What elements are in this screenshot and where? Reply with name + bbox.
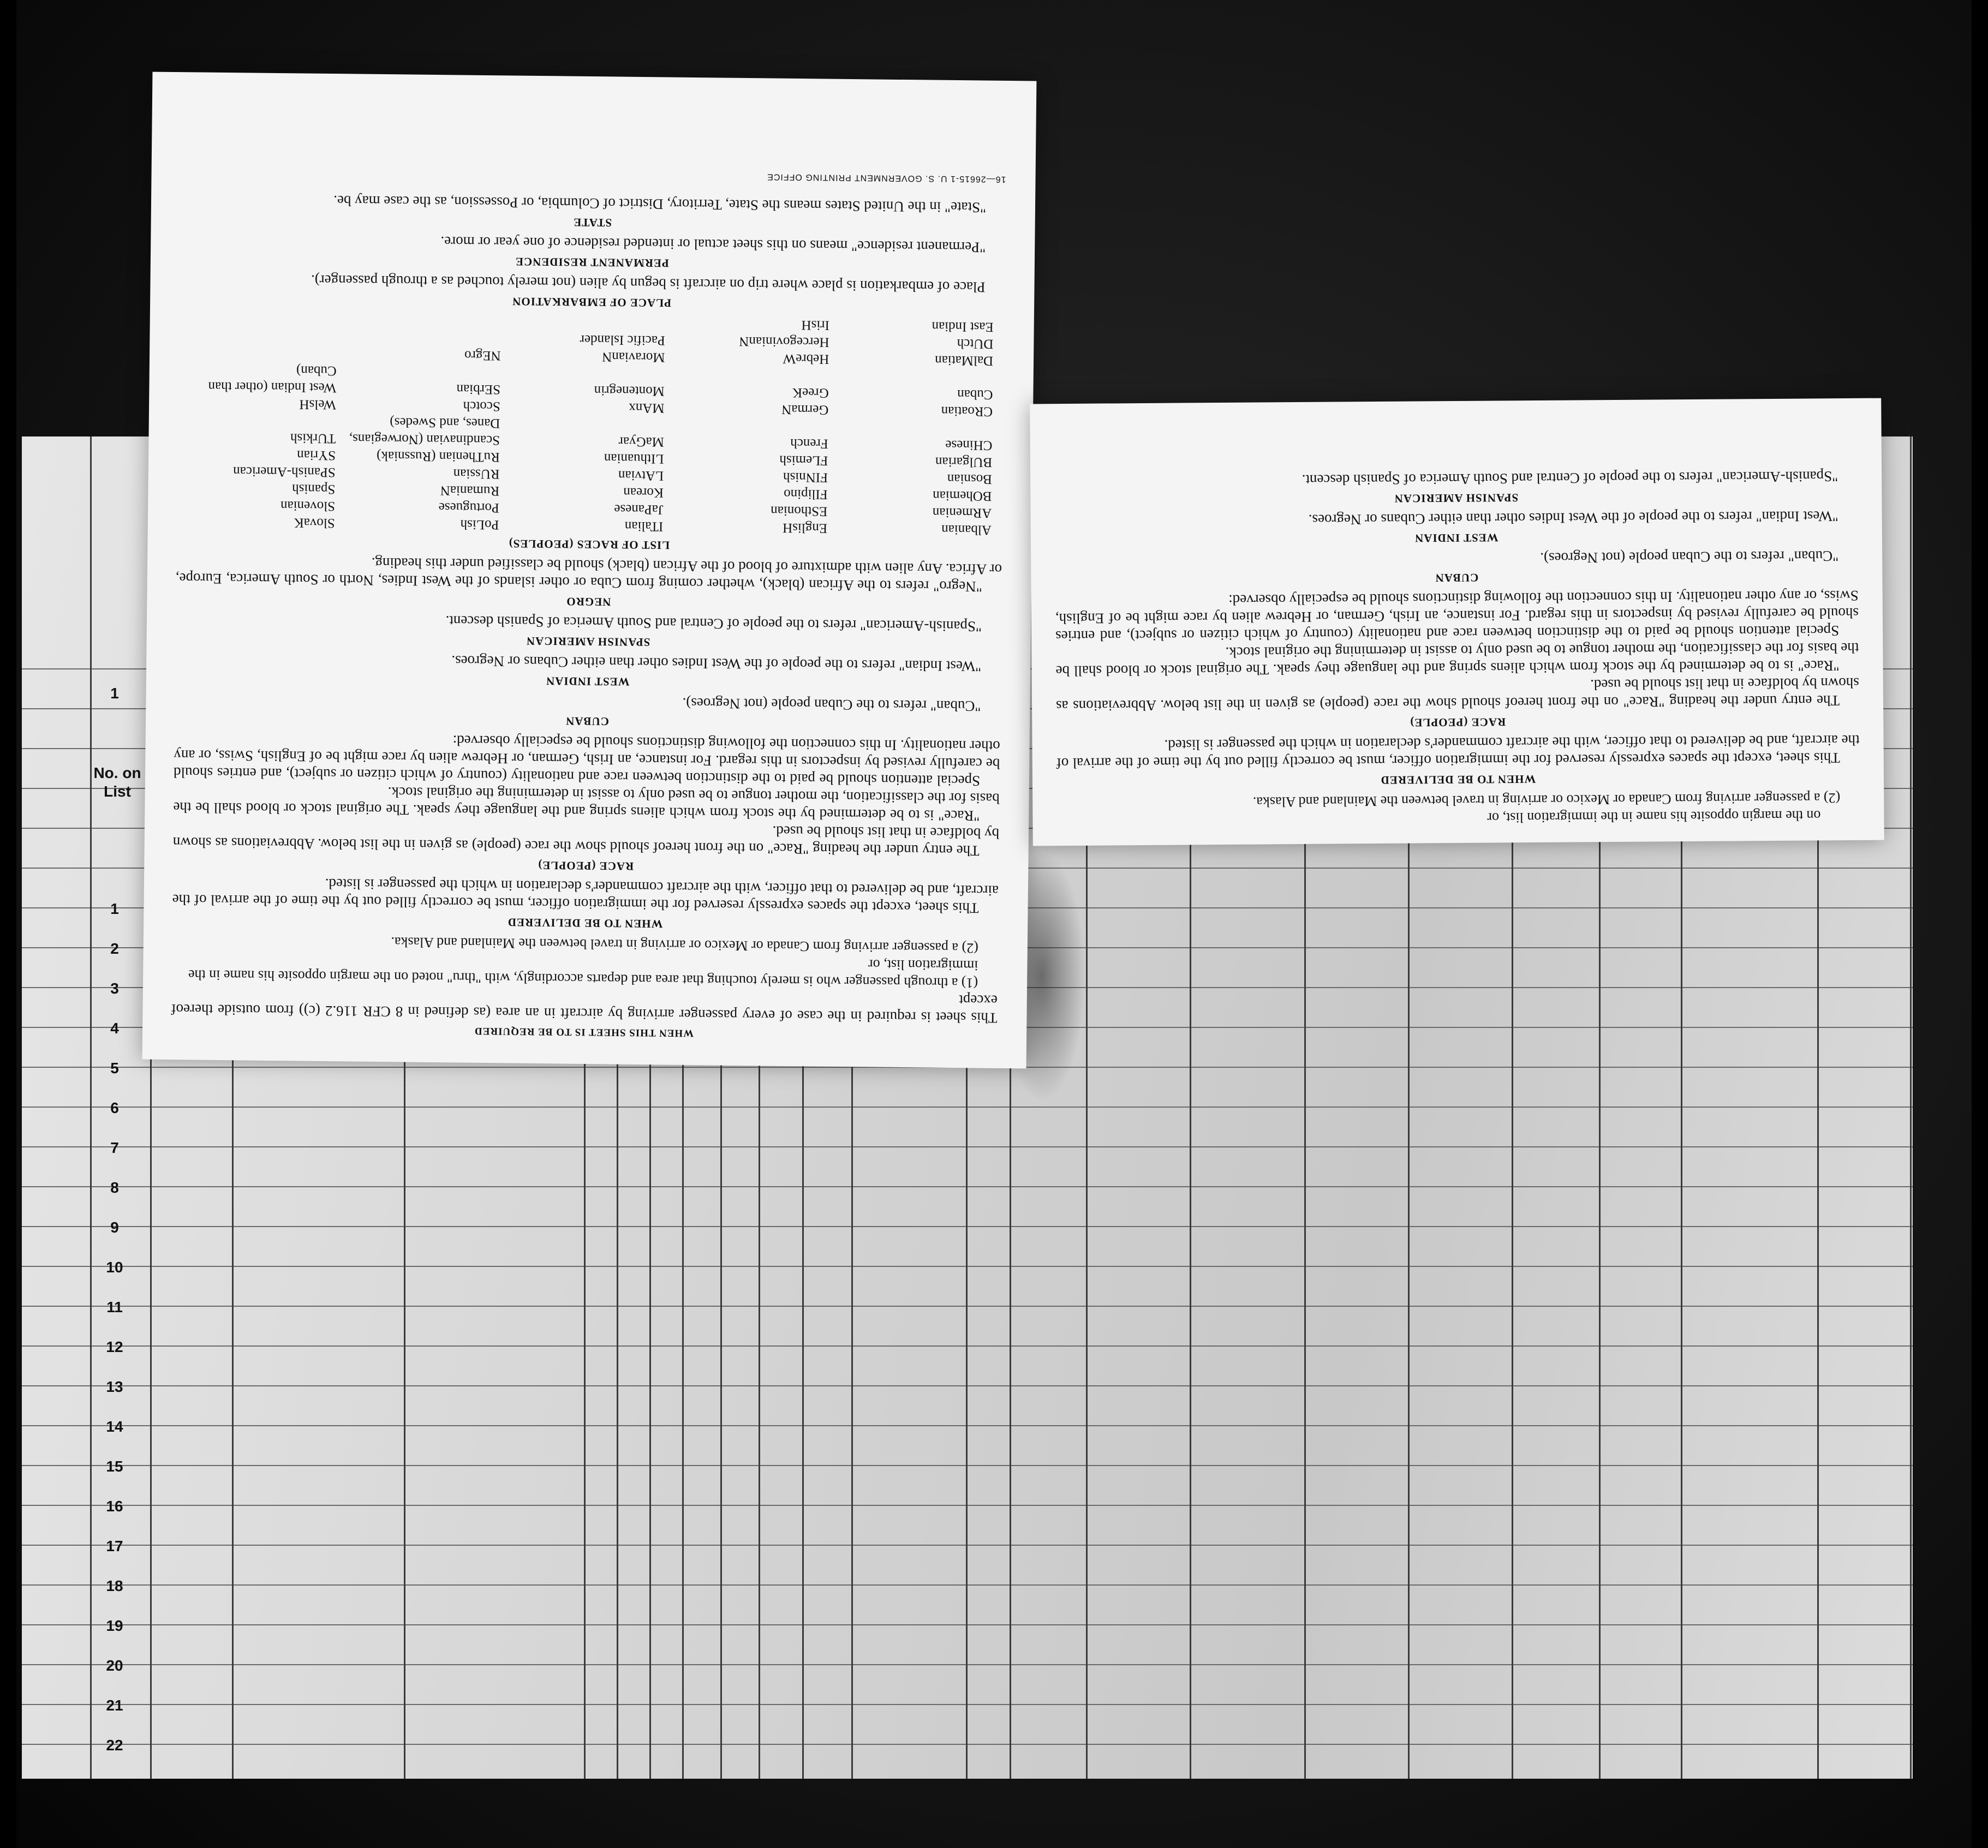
when-delivered-text: This sheet, except the spaces expressly reserved for the immigration officer, must be correctly filled out by the time of the arrival of the aircraft, and be delivered to that officer, with the aircraft commander's declaration in which the passenger is listed. [172, 875, 999, 917]
race-entry: East Indian [932, 319, 994, 334]
sheet-title: WHEN THIS SHEET IS TO BE REQUIRED [474, 1025, 694, 1039]
race-heading: RACE (PEOPLE) [1410, 715, 1506, 729]
race-entry: Cuban [957, 387, 993, 402]
row-number: 1 [110, 685, 119, 702]
race-entry: Korean [623, 485, 664, 500]
embarkation-text: Place of embarkation is place where trip on aircraft is begun by alien (not merely touched as a through passenger). [311, 272, 986, 296]
negro-text: "Negro" refers to the African (black), whether coming from Cuba or other islands of the West Indies, North or South America, Europe, or Africa. Any alien with admixture of blood of the African (black) should be classified under this heading. [175, 554, 1002, 595]
permanent-residence-text: "Permanent residence" means on this sheet actual or intended residence of one year or more. [440, 234, 986, 256]
race-entry: CHinese [945, 437, 993, 453]
race-entry: NEgro [464, 348, 501, 363]
race-entry: Portuguese [438, 500, 499, 516]
race-entry: PoLish [460, 517, 499, 533]
row-number: 18 [106, 1577, 123, 1594]
race-entry: Albanian [941, 522, 992, 537]
race-list-heading: LIST OF RACES (PEOPLES) [508, 537, 670, 552]
row-number: 9 [110, 1219, 119, 1236]
row-number: 1 [110, 900, 119, 917]
race-entry: FINnish [783, 469, 828, 485]
printing-office-footer: 16—26615-1 U. S. GOVERNMENT PRINTING OFFICE [767, 172, 1006, 184]
race-entry: Spanish [292, 481, 336, 497]
race-entry: FIlipino [783, 486, 828, 502]
row-number: 22 [106, 1737, 123, 1754]
film-edge-left [0, 0, 16, 1848]
instruction-sheet-left [142, 72, 1037, 1069]
race-entry: IrisH [801, 318, 830, 333]
race-entry: BOhemian [932, 488, 992, 504]
race-entry: GermaN [781, 402, 829, 417]
race-entry [178, 327, 337, 345]
row-number: 21 [106, 1697, 123, 1714]
race-entry: SPanish-American [233, 464, 336, 480]
race-entry: ITalian [624, 518, 664, 534]
film-edge-right [1972, 0, 1988, 1848]
west-indian-heading: WEST INDIAN [1414, 531, 1499, 545]
race-entry: HebreW [783, 351, 829, 367]
race-entry: Montenegrin [594, 383, 665, 399]
state-heading: STATE [573, 216, 612, 230]
race-entry: Slovenian [280, 498, 336, 514]
race-entry [342, 312, 501, 330]
cuban-text: "Cuban" refers to the Cuban people (not Negroes). [1540, 548, 1839, 566]
race-entry: RumaniaN [440, 483, 500, 499]
race-entry: SlovaK [294, 515, 335, 531]
permanent-residence-heading: PERMANENT RESIDENCE [515, 255, 669, 270]
exception-2: (2) a passenger arriving from Canada or Mexico or arriving in travel between the Mainland and Alaska. [391, 934, 978, 956]
state-text: "State" in the United States means the State, Territory, District of Columbia, or Possession, as the case may be. [333, 193, 987, 216]
spanish-american-heading: SPANISH AMERICAN [526, 634, 650, 649]
row-number: 8 [110, 1179, 119, 1196]
intro-text: This sheet is required in the case of every passenger arriving by aircraft in an area (as defined in 8 CFR 116.2 (c)) from outside thereof except [171, 992, 998, 1026]
west-indian-text: "West Indian" refers to the people of the West Indies other than either Cubans or Negroes. [451, 653, 982, 675]
west-indian-heading: WEST INDIAN [545, 674, 630, 689]
race-entry [506, 313, 665, 332]
race-entry: SErbian [456, 381, 501, 397]
race-entry: FLemish [779, 452, 828, 468]
row-number: 10 [106, 1259, 123, 1276]
race-entry: SYrian [297, 447, 336, 463]
race-text-3: Special attention should be paid to the distinction between race and nationality (country of which citizen or subject), and entries should be carefully revised by inspectors in this regard. For instance, an Irish, German, or Hebrew alien by race might be of English, Swiss, or any other nationality. In this connection the following distinctions should be especially observed: [1055, 587, 1859, 645]
cuban-heading: CUBAN [1435, 571, 1479, 585]
no-on-list-header: No. on List [93, 764, 141, 800]
race-entry: TUrkish [290, 430, 336, 446]
race-entry: JaPanese [614, 501, 664, 517]
row-number: 12 [106, 1338, 123, 1355]
race-text-2: "Race" is to be determined by the stock from which aliens spring and the language they speak. The original stock or blood shall be the basis for the classification, the mother tongue to be used only to assist in determining the original stock. [173, 784, 1000, 824]
embarkation-heading: PLACE OF EMBARKATION [512, 295, 672, 310]
race-text-1: The entry under the heading "Race" on the front hereof should show the race (people) as given in the list below. Abbreviations as shown by boldface in that list should be used. [1055, 674, 1859, 715]
spanish-american-heading: SPANISH AMERICAN [1394, 491, 1519, 505]
spanish-american-text: "Spanish-American" refers to the people of Central and South America of Spanish descent. [1302, 468, 1838, 488]
race-entry: MoravianN [602, 349, 665, 365]
race-entry: ARmenian [932, 505, 992, 521]
race-entry: French [790, 435, 828, 451]
row-number: 16 [106, 1498, 123, 1515]
row-number: 4 [110, 1020, 119, 1037]
race-entry: CRoatian [941, 403, 993, 419]
race-text-3: Special attention should be paid to the distinction between race and nationality (country of which citizen or subject), and entries should be carefully revised by inspectors in this regard. For instance, an Irish, German, or Hebrew alien by race might be of English, Swiss, or any other nationality. In this connection the following distinctions should be especially observed: [173, 732, 1000, 790]
negro-heading: NEGRO [566, 595, 611, 609]
row-number: 2 [110, 940, 119, 957]
race-entry: HercegovinianN [739, 333, 829, 350]
race-entry: BUlgarian [935, 454, 993, 470]
when-delivered-heading: WHEN TO BE DELIVERED [1380, 772, 1536, 787]
race-entry: WelsH [299, 397, 337, 412]
race-entry: DalMatian [935, 352, 994, 368]
race-entry: RuThenian (Russniak) [376, 448, 500, 465]
row-number: 17 [106, 1538, 123, 1554]
cuban-text: "Cuban" refers to the Cuban people (not Negroes). [682, 695, 981, 715]
row-number: 19 [106, 1617, 123, 1634]
race-entry: ESthonian [771, 503, 828, 519]
race-text-2: "Race" is to be determined by the stock from which aliens spring and the language they speak. The original stock or blood shall be the basis for the classification, the mother tongue to be used only to assist in determining the original stock. [1055, 639, 1859, 680]
race-entry: MAnx [629, 400, 665, 416]
cuban-heading: CUBAN [565, 714, 610, 728]
row-number: 13 [106, 1378, 123, 1395]
when-delivered-heading: WHEN TO BE DELIVERED [507, 916, 663, 931]
grid-column-line [1910, 436, 1912, 1779]
row-number: 11 [106, 1299, 123, 1315]
race-heading: RACE (PEOPLE) [538, 859, 634, 873]
row-number: 6 [110, 1099, 119, 1116]
row-number: 15 [106, 1458, 123, 1475]
row-number: 14 [106, 1418, 123, 1435]
partial-top-line: on the margin opposite his name in the immigration list, or [1487, 808, 1821, 826]
race-entry: DUtch [957, 336, 994, 351]
exception-2: (2) a passenger arriving from Canada or Mexico or arriving in travel between the Mainland and Alaska. [1252, 790, 1841, 810]
race-entry [178, 344, 337, 362]
exception-1: (1) a through passenger who is merely touching that area and departs accordingly, with "thru" noted on the margin opposite his name in the immigration list, or [188, 956, 978, 991]
race-entry: Bosnian [947, 471, 992, 487]
race-entry: Scotch [463, 398, 500, 414]
race-entry [342, 328, 501, 347]
instruction-sheet-right [1030, 398, 1884, 846]
race-entry: Scandinavian (Norwegians, Danes, and Swedes) [349, 415, 500, 448]
race-entry: GreeK [792, 385, 829, 400]
spanish-american-text: "Spanish-American" refers to the people of Central and South America of Spanish descent. [445, 613, 982, 635]
race-entry: West Indian (other than Cuban) [208, 363, 337, 396]
race-entry: LAtvian [618, 468, 664, 483]
row-number: 7 [110, 1139, 119, 1156]
race-entry: Pacific Islander [580, 332, 665, 348]
race-entry: RUssian [453, 466, 500, 482]
when-delivered-text: This sheet, except the spaces expressly reserved for the immigration officer, must be correctly filled out by the time of the arrival of the aircraft, and be delivered to that officer, with the aircraft commander's declaration in which the passenger is listed. [1056, 732, 1860, 772]
race-list [176, 310, 994, 539]
race-entry: MaGyar [618, 434, 665, 450]
race-entry: LIthuanian [604, 451, 664, 467]
row-number: 3 [110, 980, 119, 997]
row-number: 20 [106, 1657, 123, 1674]
row-number: 5 [110, 1060, 119, 1076]
race-entry: EnglisH [782, 520, 828, 536]
race-text-1: The entry under the heading "Race" on the front hereof should show the race (people) as given in the list below. Abbreviations as shown by boldface in that list should be used. [172, 823, 1000, 859]
race-entry [178, 310, 337, 328]
west-indian-text: "West Indian" refers to the people of the West Indies other than either Cubans or Negroes. [1308, 508, 1838, 528]
